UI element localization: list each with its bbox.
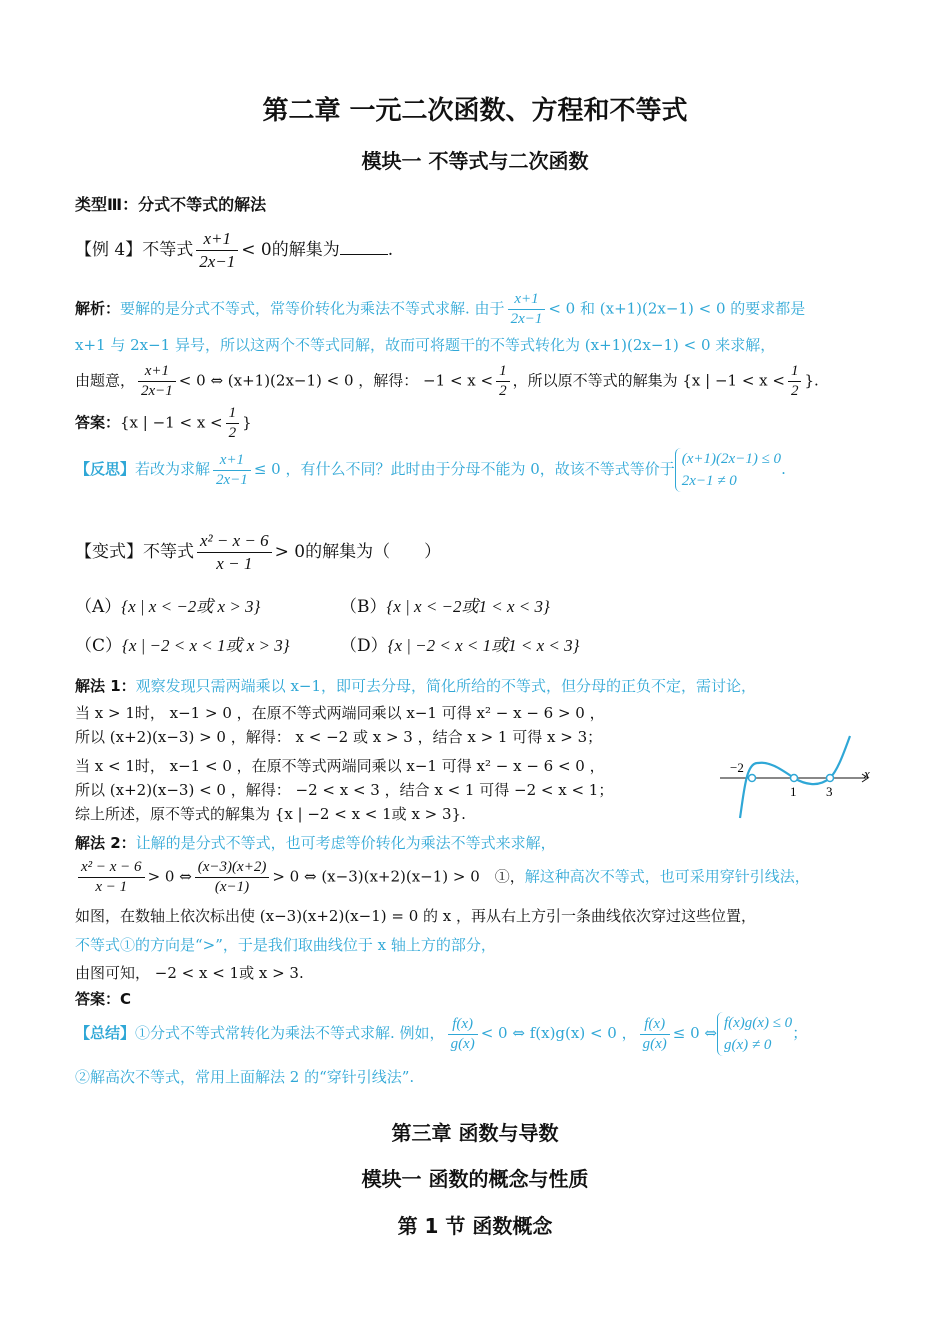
option-text: {x | −2 < x < 1或 x > 3} bbox=[122, 636, 290, 655]
option-label: （C） bbox=[75, 636, 123, 656]
analysis-text: 由题意， bbox=[75, 371, 136, 390]
half-fraction bbox=[788, 362, 802, 401]
method-label: 解法 1： bbox=[75, 677, 136, 695]
analysis-fraction bbox=[138, 362, 176, 401]
analysis-text: ，所以原不等式的解集为 {x | −1 < x < bbox=[512, 371, 785, 390]
method2-line2 bbox=[75, 858, 810, 897]
case-2: g(x) ≠ 0 bbox=[723, 1037, 772, 1053]
chapter3-title: 第三章 函数与导数 bbox=[391, 1121, 559, 1145]
label-x: x bbox=[864, 766, 870, 781]
analysis-line2: x+1 与 2x−1 异号，所以这两个不等式同解，故而可将题干的不等式转化为 (x+1)(2x−1) < 0 来求解， bbox=[75, 336, 776, 354]
variant-suffix: > 0的解集为（ ） bbox=[274, 542, 442, 562]
root-marker-neg2 bbox=[749, 775, 756, 782]
frac-num: 1 bbox=[788, 362, 802, 382]
variant-prefix: 不等式 bbox=[143, 542, 194, 562]
frac-num: x+1 bbox=[213, 451, 251, 471]
example-num: x+1 bbox=[196, 228, 238, 251]
frac-den: x − 1 bbox=[216, 554, 253, 573]
method-text: > 0 ⇔ (x−3)(x+2)(x−1) > 0 ①， bbox=[272, 867, 525, 886]
summary-cases bbox=[717, 1012, 792, 1056]
frac-den: g(x) bbox=[642, 1035, 667, 1052]
root-marker-1 bbox=[791, 775, 798, 782]
frac-den: 2 bbox=[790, 383, 799, 399]
answer-text: {x | −1 < x < bbox=[120, 413, 223, 432]
summary-label: 【总结】 bbox=[75, 1024, 136, 1042]
label-1: 1 bbox=[790, 784, 797, 799]
frac-num: x+1 bbox=[508, 290, 546, 310]
option-text: {x | −2 < x < 1或1 < x < 3} bbox=[387, 636, 580, 655]
method-label: 解法 2： bbox=[75, 834, 136, 852]
reflection-text: 若改为求解 bbox=[135, 460, 211, 478]
label-3: 3 bbox=[826, 784, 833, 799]
reflection-cases bbox=[675, 448, 781, 492]
reflection-end: . bbox=[781, 460, 786, 478]
root-marker-3 bbox=[827, 775, 834, 782]
analysis-fraction bbox=[508, 290, 546, 329]
analysis-line3 bbox=[75, 362, 819, 401]
module-title: 模块一 不等式与二次函数 bbox=[361, 149, 589, 173]
chapter-title: 第二章 一元二次函数、方程和不等式 bbox=[262, 96, 688, 126]
half-fraction bbox=[496, 362, 510, 401]
example-fraction bbox=[196, 228, 238, 273]
frac-num: f(x) bbox=[640, 1015, 670, 1035]
section-title: 第 1 节 函数概念 bbox=[397, 1214, 553, 1238]
summary-line2: ②解高次不等式，常用上面解法 2 的“穿针引线法”. bbox=[75, 1068, 415, 1086]
example-prefix: 不等式 bbox=[142, 240, 194, 260]
option-label: （B） bbox=[340, 597, 387, 617]
type-heading: 类型Ⅲ：分式不等式的解法 bbox=[75, 195, 267, 214]
summary-fraction-b bbox=[640, 1015, 670, 1054]
frac-num: 1 bbox=[496, 362, 510, 382]
method1-line6: 综上所述，原不等式的解集为 {x | −2 < x < 1或 x > 3}. bbox=[75, 805, 466, 823]
frac-den: 2x−1 bbox=[216, 471, 248, 488]
method-text: 观察发现只需两端乘以 x−1，即可去分母，简化所给的不等式，但分母的正负不定，需讨论， bbox=[135, 677, 757, 695]
analysis-text: }. bbox=[804, 371, 819, 390]
reflection-label: 【反思】 bbox=[75, 460, 136, 478]
method1-line4: 当 x < 1时， x−1 < 0 ，在原不等式两端同乘以 x−1 可得 x² − x − 6 < 0 ， bbox=[75, 757, 605, 775]
example-suffix: < 0的解集为 bbox=[241, 240, 340, 260]
answer-blank bbox=[340, 254, 388, 255]
method2-line3: 如图，在数轴上依次标出使 (x−3)(x+2)(x−1) = 0 的 x ，再从右上方引一条曲线依次穿过这些位置， bbox=[75, 907, 757, 925]
case-1: f(x)g(x) ≤ 0 bbox=[723, 1015, 793, 1031]
reflection-fraction bbox=[213, 451, 251, 490]
answer-end: } bbox=[242, 413, 252, 432]
analysis-text: < 0 和 (x+1)(2x−1) < 0 的要求都是 bbox=[548, 299, 806, 318]
option-text: {x | x < −2或 x > 3} bbox=[121, 597, 261, 616]
frac-den: 2x−1 bbox=[510, 311, 543, 327]
frac-den: (x−1) bbox=[214, 879, 250, 895]
answer-1 bbox=[75, 404, 252, 443]
method2-line5: 由图可知， −2 < x < 1或 x > 3. bbox=[75, 964, 304, 982]
frac-den: g(x) bbox=[450, 1035, 475, 1052]
summary-text: ①分式不等式常转化为乘法不等式求解. 例如， bbox=[135, 1024, 445, 1042]
answer-label: 答案： bbox=[75, 413, 121, 432]
analysis-label: 解析： bbox=[75, 299, 121, 318]
method2-line4: 不等式①的方向是“>”，于是我们取曲线位于 x 轴上方的部分， bbox=[75, 936, 496, 954]
case-1: (x+1)(2x−1) ≤ 0 bbox=[681, 451, 782, 467]
frac-num: (x−3)(x+2) bbox=[195, 858, 270, 878]
method-text: > 0 ⇔ bbox=[147, 867, 192, 886]
option-label: （A） bbox=[75, 597, 122, 617]
summary-line1 bbox=[75, 1012, 807, 1056]
label-neg2: −2 bbox=[730, 760, 744, 775]
frac-num: x+1 bbox=[138, 362, 176, 382]
analysis-text: < 0 ⇔ (x+1)(2x−1) < 0 ，解得： −1 < x < bbox=[178, 371, 494, 390]
example-den: 2x−1 bbox=[199, 252, 236, 271]
summary-fraction-a bbox=[448, 1015, 478, 1054]
analysis-text: 要解的是分式不等式，常等价转化为乘法不等式求解. 由于 bbox=[120, 299, 505, 318]
frac-den: 2 bbox=[228, 425, 237, 441]
frac-den: x − 1 bbox=[95, 879, 128, 895]
option-c bbox=[75, 631, 290, 656]
option-text: {x | x < −2或1 < x < 3} bbox=[386, 597, 550, 616]
variant-label: 【变式】 bbox=[75, 542, 143, 562]
analysis-line1 bbox=[75, 290, 805, 329]
option-b bbox=[340, 592, 550, 617]
answer-2 bbox=[75, 988, 131, 1009]
frac-den: 2x−1 bbox=[141, 383, 173, 399]
option-label: （D） bbox=[340, 636, 388, 656]
method1-line5: 所以 (x+2)(x−3) < 0 ，解得： −2 < x < 3 ，结合 x < 1 可得 −2 < x < 1； bbox=[75, 781, 614, 799]
method-text: 解这种高次不等式，也可采用穿针引线法， bbox=[524, 867, 810, 886]
method1-line1 bbox=[75, 675, 756, 696]
summary-text: ≤ 0 ⇔ bbox=[672, 1024, 717, 1042]
method1-line3: 所以 (x+2)(x−3) > 0 ，解得： x < −2 或 x > 3 ，结合 x > 1 可得 x > 3； bbox=[75, 728, 603, 746]
method2-fraction-1 bbox=[78, 858, 145, 897]
method1-line2: 当 x > 1时， x−1 > 0 ，在原不等式两端同乘以 x−1 可得 x² − x − 6 > 0 ， bbox=[75, 704, 605, 722]
example-4 bbox=[75, 228, 393, 273]
reflection-text: ≤ 0 ，有什么不同？此时由于分母不能为 0，故该不等式等价于 bbox=[253, 460, 675, 478]
method2-fraction-2 bbox=[195, 858, 270, 897]
case-2: 2x−1 ≠ 0 bbox=[681, 473, 737, 489]
frac-den: 2 bbox=[499, 383, 507, 399]
answer-text: C bbox=[120, 990, 132, 1008]
example-label: 【例 4】 bbox=[75, 240, 143, 260]
option-a bbox=[75, 592, 260, 617]
frac-num: x² − x − 6 bbox=[78, 858, 145, 878]
summary-end: ； bbox=[792, 1024, 808, 1042]
summary-text: < 0 ⇔ f(x)g(x) < 0 ， bbox=[480, 1024, 637, 1042]
method2-line1 bbox=[75, 832, 556, 853]
frac-num: f(x) bbox=[448, 1015, 478, 1035]
frac-num: x² − x − 6 bbox=[197, 530, 272, 553]
frac-num: 1 bbox=[226, 404, 240, 424]
module3-title: 模块一 函数的概念与性质 bbox=[361, 1167, 589, 1191]
option-d bbox=[340, 631, 579, 656]
example-end: . bbox=[387, 240, 394, 260]
sign-graph bbox=[718, 732, 878, 822]
variant bbox=[75, 530, 441, 575]
reflection bbox=[75, 448, 786, 492]
answer-label: 答案： bbox=[75, 990, 121, 1008]
variant-fraction bbox=[197, 530, 272, 575]
answer-fraction bbox=[226, 404, 240, 443]
method-text: 让解的是分式不等式，也可考虑等价转化为乘法不等式来求解， bbox=[135, 834, 556, 852]
